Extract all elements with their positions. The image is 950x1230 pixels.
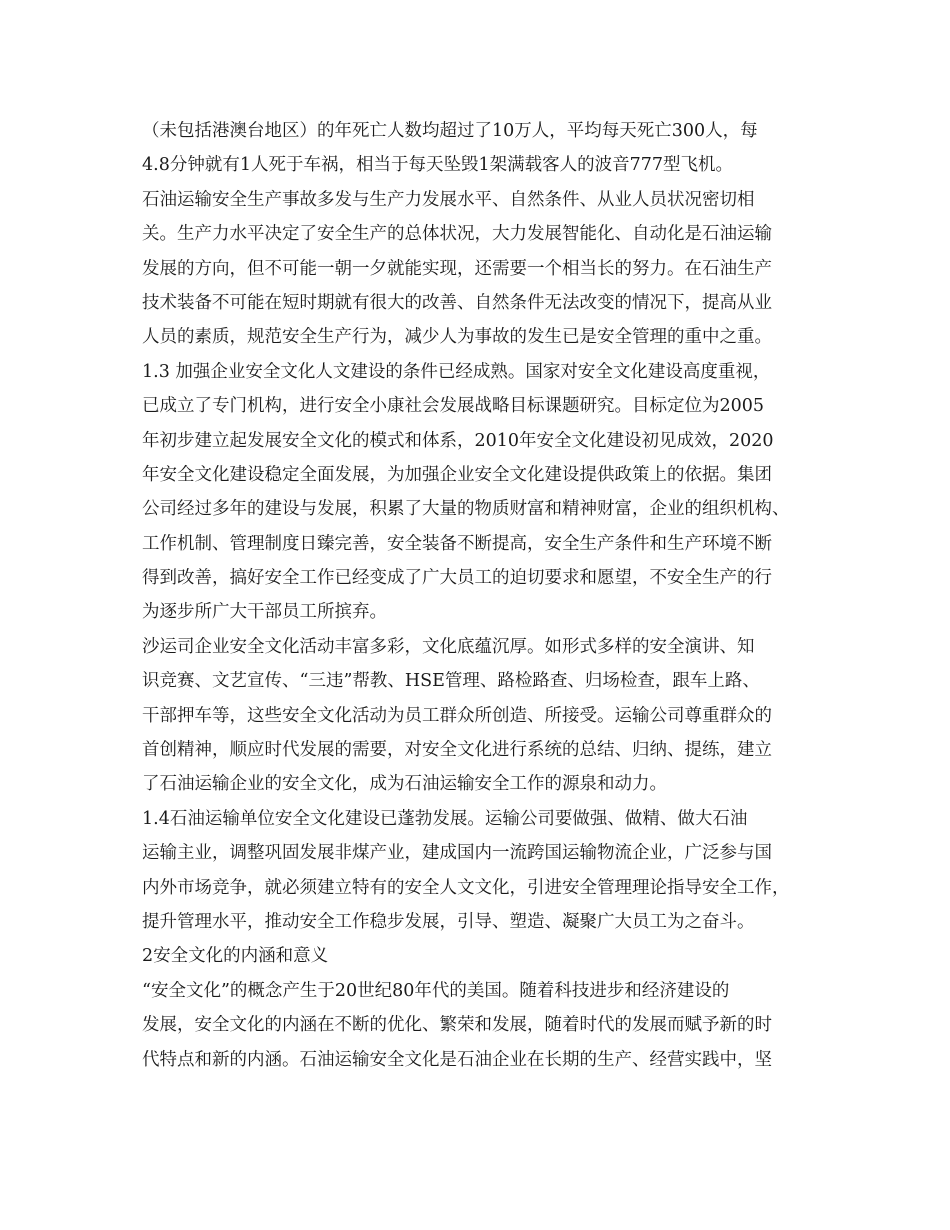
text-line: 发展，安全文化的内涵在不断的优化、繁荣和发展，随着时代的发展而赋予新的时 — [142, 1015, 772, 1036]
text-line: 4.8分钟就有1人死于车祸，相当于每天坠毁1架满载客人的波音777型飞机。 — [142, 155, 733, 176]
text-line: 年初步建立起发展安全文化的模式和体系，2010年安全文化建设初见成效，2020 — [142, 430, 774, 451]
text-line: 工作机制、管理制度日臻完善，安全装备不断提高，安全生产条件和生产环境不断 — [142, 533, 772, 554]
text-line: 识竞赛、文艺宣传、“三违”帮教、HSE管理、路检路查、归场检查，跟车上路、 — [142, 671, 760, 692]
text-line: “安全文化”的概念产生于20世纪80年代的美国。随着科技进步和经济建设的 — [142, 980, 730, 1001]
text-line: 为逐步所广大干部员工所摈弃。 — [142, 602, 387, 623]
text-line: （未包括港澳台地区）的年死亡人数均超过了10万人，平均每天死亡300人，每 — [142, 121, 758, 141]
text-line: 发展的方向，但不可能一朝一夕就能实现，还需要一个相当长的努力。在石油生产 — [142, 258, 772, 279]
text-line: 关。生产力水平决定了安全生产的总体状况，大力发展智能化、自动化是石油运输 — [142, 224, 772, 245]
text-line: 1.4石油运输单位安全文化建设已蓬勃发展。运输公司要做强、做精、做大石油 — [142, 808, 748, 829]
section-heading: 2安全文化的内涵和意义 — [142, 946, 329, 967]
text-line: 1.3 加强企业安全文化人文建设的条件已经成熟。国家对安全文化建设高度重视， — [142, 361, 771, 382]
text-line: 已成立了专门机构，进行安全小康社会发展战略目标课题研究。目标定位为2005 — [142, 396, 765, 417]
text-line: 石油运输安全生产事故多发与生产力发展水平、自然条件、从业人员状况密切相 — [142, 189, 755, 210]
text-line: 首创精神，顺应时代发展的需要，对安全文化进行系统的总结、归纳、提练，建立 — [142, 740, 772, 761]
text-line: 得到改善，搞好安全工作已经变成了广大员工的迫切要求和愿望，不安全生产的行 — [142, 568, 772, 589]
text-line: 提升管理水平，推动安全工作稳步发展，引导、塑造、凝聚广大员工为之奋斗。 — [142, 911, 755, 932]
text-line: 运输主业，调整巩固发展非煤产业，建成国内一流跨国运输物流企业，广泛参与国 — [142, 843, 772, 864]
text-line: 技术装备不可能在短时期就有很大的改善、自然条件无法改变的情况下，提高从业 — [142, 292, 772, 313]
text-line: 代特点和新的内涵。石油运输安全文化是石油企业在长期的生产、经营实践中，坚 — [142, 1049, 772, 1070]
text-line: 沙运司企业安全文化活动丰富多彩，文化底蕴沉厚。如形式多样的安全演讲、知 — [142, 636, 755, 657]
text-line: 公司经过多年的建设与发展，积累了大量的物质财富和精神财富，企业的组织机构、 — [142, 499, 790, 520]
text-line: 内外市场竞争，就必须建立特有的安全人文文化，引进安全管理理论指导安全工作， — [142, 877, 790, 898]
document-body — [142, 114, 822, 1077]
text-line: 干部押车等，这些安全文化活动为员工群众所创造、所接受。运输公司尊重群众的 — [142, 705, 772, 726]
text-line: 年安全文化建设稳定全面发展，为加强企业安全文化建设提供政策上的依据。集团 — [142, 464, 772, 485]
text-line: 了石油运输企业的安全文化，成为石油运输安全工作的源泉和动力。 — [142, 774, 667, 795]
text-line: 人员的素质，规范安全生产行为，减少人为事故的发生已是安全管理的重中之重。 — [142, 327, 772, 348]
